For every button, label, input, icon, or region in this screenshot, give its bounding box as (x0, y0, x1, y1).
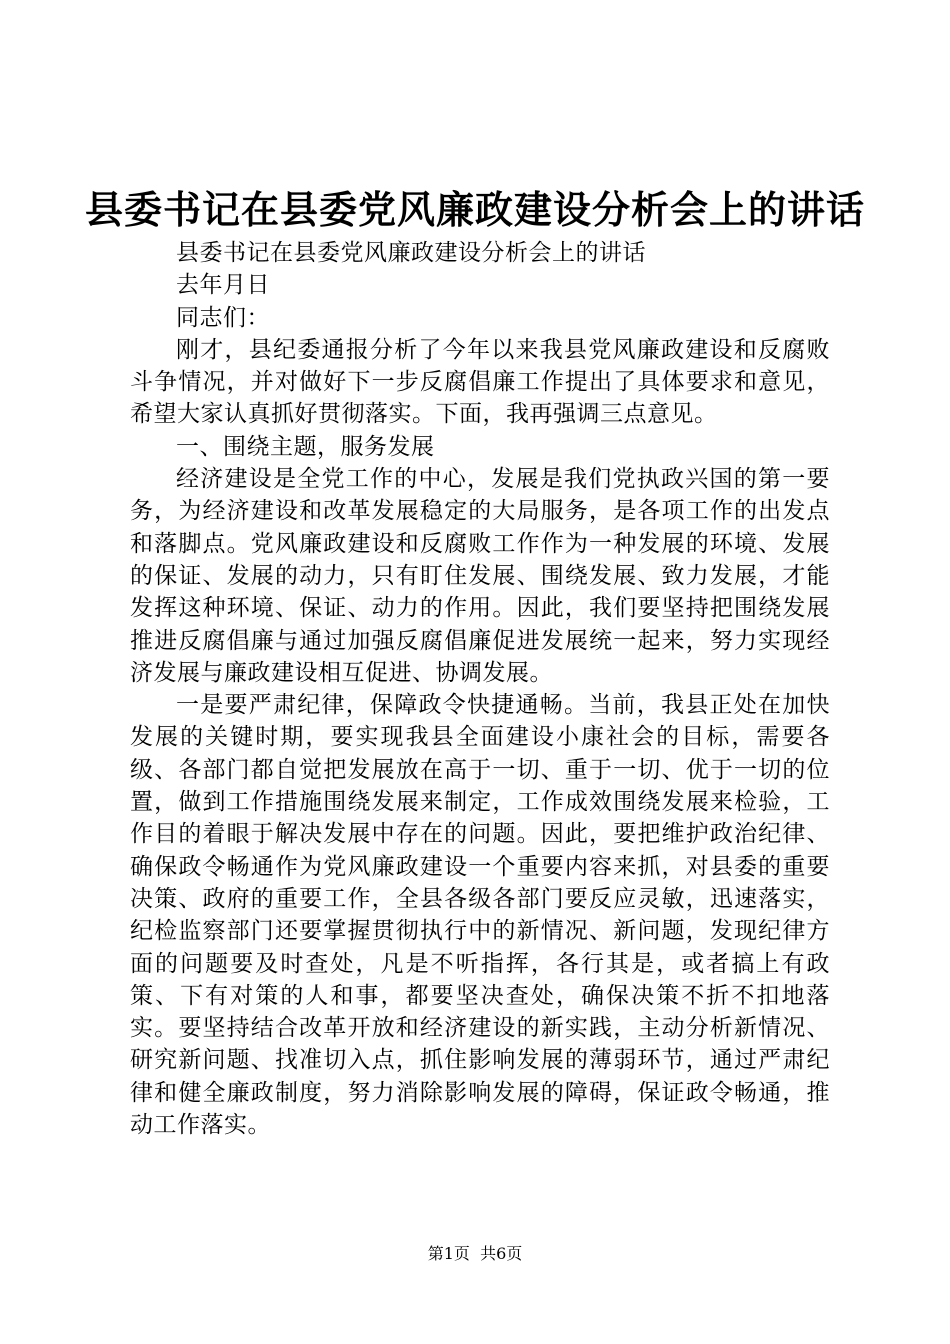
page-number-footer: 第1页 共6页 (427, 1244, 523, 1263)
section-heading: 一、围绕主题，服务发展 (176, 433, 435, 460)
subtitle-paragraph: 县委书记在县委党风廉政建设分析会上的讲话 (176, 240, 646, 266)
date-paragraph: 去年月日 (176, 272, 270, 299)
document-title: 县委书记在县委党风廉政建设分析会上的讲话 (84, 187, 865, 232)
body-paragraph: 一是要严肃纪律，保障政令快捷通畅。当前，我县正处在加快发展的关键时期，要实现我县全面建设小康社会的目标，需要各级、各部门都自觉把发展放在高于一切、重于一切、优于一切的位置，做到工作措施围绕发展来制定，工作成效围绕发展来检验，工作目的着眼于解决发展中存在的问题。因此，要把维护政治纪律、确保政令畅通作为党风廉政建设一个重要内容来抓，对县委的重要决策、政府的重要工作，全县各级各部门要反应灵敏，迅速落实，纪检监察部门还要掌握贯彻执行中的新情况、新问题，发现纪律方面的问题要及时查处，凡是不听指挥，各行其是，或者搞上有政策、下有对策的人和事，都要坚决查处，确保决策不折不扣地落实。要坚持结合改革开放和经济建设的新实践，主动分析新情况、研究新问题、找准切入点，抓住影响发展的薄弱环节，通过严肃纪律和健全廉政制度，努力消除影响发展的障碍，保证政令畅通，推动工作落实。 (130, 692, 830, 1139)
body-paragraph: 经济建设是全党工作的中心，发展是我们党执政兴国的第一要务，为经济建设和改革发展稳定的大局服务，是各项工作的出发点和落脚点。党风廉政建设和反腐败工作作为一种发展的环境、发展的保证、发展的动力，只有盯住发展、围绕发展、致力发展，才能发挥这种环境、保证、动力的作用。因此，我们要坚持把围绕发展推进反腐倡廉与通过加强反腐倡廉促进发展统一起来，努力实现经济发展与廉政建设相互促进、协调发展。 (130, 466, 830, 686)
document-body (130, 237, 830, 1141)
intro-paragraph: 刚才，县纪委通报分析了今年以来我县党风廉政建设和反腐败斗争情况，并对做好下一步反腐倡廉工作提出了具体要求和意见，希望大家认真抓好贯彻落实。下面，我再强调三点意见。 (130, 336, 830, 428)
salutation-paragraph: 同志们： (176, 304, 270, 331)
